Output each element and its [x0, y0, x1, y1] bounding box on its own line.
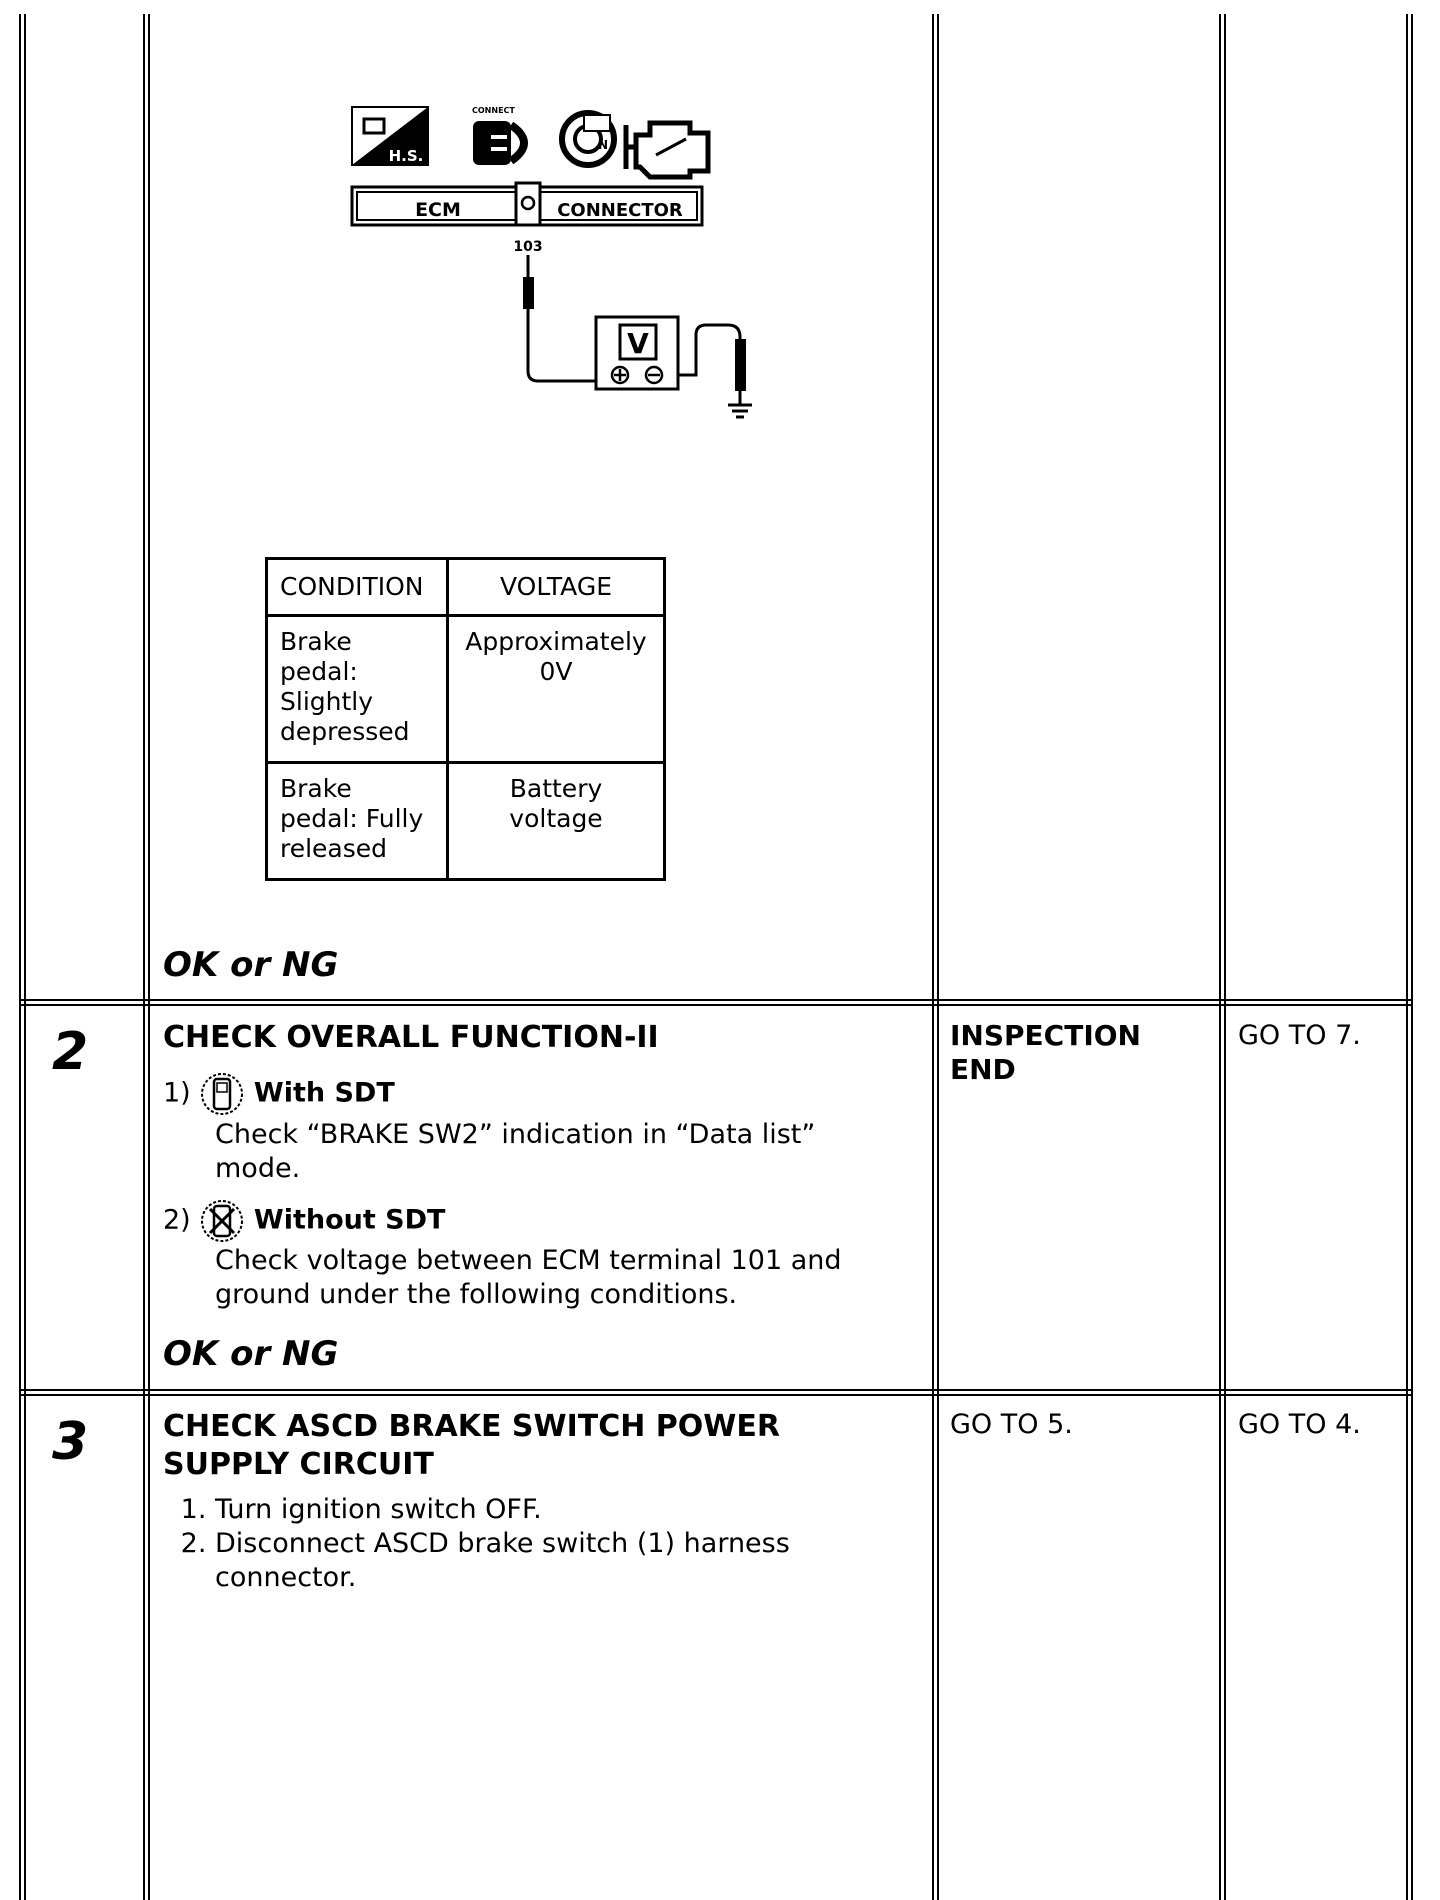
condition-voltage-table: [265, 557, 666, 881]
connector-ecm-label: ECM: [415, 199, 461, 221]
connector-name-label: CONNECTOR: [557, 200, 683, 221]
step-item-without-sdt: [163, 1198, 883, 1244]
item-index: 1): [163, 1077, 191, 1109]
terminal-number: 103: [513, 239, 543, 255]
svg-text:V: V: [627, 327, 649, 360]
step-number: 3: [52, 1412, 89, 1472]
probe-lead: [523, 255, 596, 381]
ground-lead: [678, 325, 752, 417]
table-border-col3: [1219, 14, 1226, 1900]
step-item-with-sdt: [163, 1071, 883, 1117]
step-title: CHECK OVERALL FUNCTION-II: [163, 1020, 659, 1055]
hs-badge-icon: [352, 107, 428, 165]
condition-cell: Brake pedal: Slightly depressed: [267, 616, 448, 763]
svg-text:CONNECT: CONNECT: [472, 106, 515, 115]
sdt-tool-icon: [199, 1071, 245, 1117]
ok-or-ng-label: OK or NG: [163, 945, 339, 985]
item-text: Check “BRAKE SW2” indication in “Data list” mode.: [215, 1119, 816, 1184]
no-sdt-icon: [199, 1198, 245, 1244]
row-divider-2: [19, 1389, 1413, 1396]
voltage-cell: Approximately 0V: [448, 616, 665, 763]
ecm-voltage-diagram: [340, 95, 790, 425]
item-label: Without SDT: [253, 1204, 446, 1236]
item-text: Check voltage between ECM terminal 101 and ground under the following conditions.: [215, 1245, 842, 1310]
engine-icon: [626, 123, 708, 177]
ng-result: GO TO 7.: [1238, 1020, 1361, 1051]
list-item: 1. Turn ignition switch OFF.: [215, 1493, 925, 1527]
ng-result: GO TO 4.: [1238, 1409, 1361, 1440]
row-divider-1: [19, 999, 1413, 1006]
condition-header: CONDITION: [267, 559, 448, 616]
step-number: 2: [52, 1022, 89, 1082]
condition-cell: Brake pedal: Fully released: [267, 763, 448, 880]
connect-plug-icon: [472, 106, 524, 165]
ok-result: GO TO 5.: [950, 1409, 1073, 1440]
ok-result: INSPECTION END: [950, 1019, 1141, 1086]
list-item: 2. Disconnect ASCD brake switch (1) harness connector.: [215, 1527, 925, 1595]
voltmeter-icon: [596, 317, 678, 389]
voltage-cell: Battery voltage: [448, 763, 665, 880]
table-border-col2: [932, 14, 939, 1900]
item-index: 2): [163, 1204, 191, 1236]
voltage-header: VOLTAGE: [448, 559, 665, 616]
ecm-connector: [352, 183, 702, 225]
procedure-list: [165, 1493, 925, 1595]
diagram: [340, 95, 790, 425]
ok-or-ng-label: OK or NG: [163, 1334, 339, 1374]
table-border-col1: [143, 14, 150, 1900]
svg-text:H.S.: H.S.: [388, 147, 424, 165]
step-title: CHECK ASCD BRAKE SWITCH POWER SUPPLY CIRCUIT: [163, 1409, 780, 1482]
item-label: With SDT: [253, 1077, 395, 1109]
table-border-right: [1406, 14, 1413, 1900]
table-border-left: [19, 14, 26, 1900]
svg-text:N: N: [598, 138, 609, 152]
ignition-key-icon: [562, 113, 614, 165]
